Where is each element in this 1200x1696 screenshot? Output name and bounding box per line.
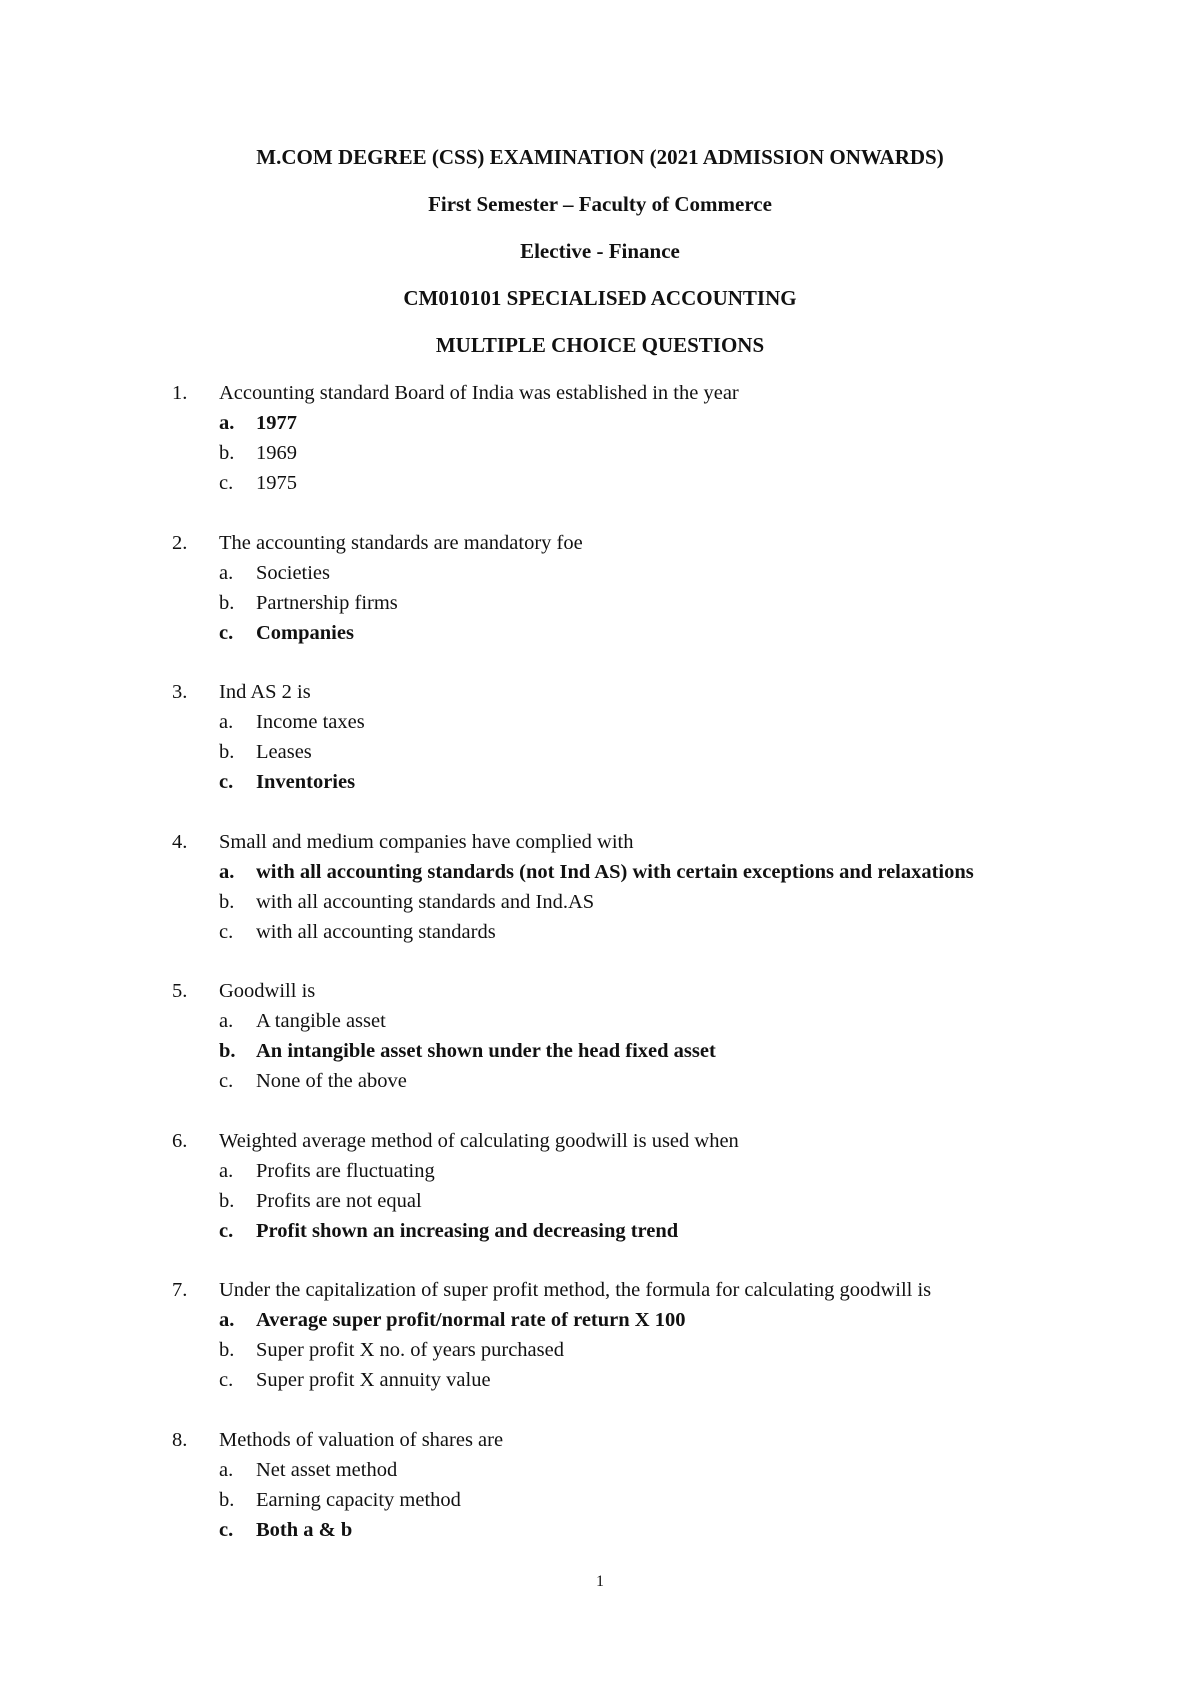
question-number: 6. <box>172 1129 188 1152</box>
answer-option <box>172 1156 1172 1186</box>
question-number: 7. <box>172 1279 188 1301</box>
question-text: Weighted average method of calculating goodwill is used when <box>219 1129 739 1152</box>
question-stem <box>172 1275 1172 1305</box>
question-text: Small and medium companies have complied with <box>219 830 634 853</box>
option-text: Profit shown an increasing and decreasing trend <box>256 1219 679 1242</box>
option-letter: a. <box>219 561 234 584</box>
option-letter: b. <box>219 890 235 913</box>
option-text: Partnership firms <box>256 591 398 614</box>
question-stem <box>172 827 1172 857</box>
answer-option <box>172 887 1172 917</box>
option-text: Net asset method <box>256 1458 398 1481</box>
question-number: 3. <box>172 681 188 703</box>
option-text: Leases <box>256 741 312 763</box>
answer-option <box>172 737 1172 767</box>
option-text: Income taxes <box>256 711 365 733</box>
question-stem <box>172 1425 1172 1455</box>
question-text: The accounting standards are mandatory foe <box>219 531 583 554</box>
option-text: Super profit X annuity value <box>256 1369 491 1391</box>
answer-option <box>172 438 1172 468</box>
question-item <box>172 1425 1172 1545</box>
option-letter: a. <box>219 860 235 883</box>
question-number: 4. <box>172 830 188 853</box>
document-header <box>0 145 1200 380</box>
option-letter: c. <box>219 771 234 793</box>
section-title: MULTIPLE CHOICE QUESTIONS <box>435 333 765 357</box>
option-text: Earning capacity method <box>256 1488 461 1511</box>
option-letter: c. <box>219 621 234 644</box>
option-letter: a. <box>219 711 234 733</box>
question-item <box>172 378 1172 498</box>
question-text: Goodwill is <box>219 980 316 1002</box>
answer-option <box>172 1006 1172 1036</box>
answer-option-correct <box>172 1036 1172 1066</box>
question-item <box>172 528 1172 648</box>
question-item <box>172 677 1172 797</box>
option-text: Profits are fluctuating <box>256 1159 435 1182</box>
question-stem <box>172 1126 1172 1156</box>
answer-option <box>172 1485 1172 1515</box>
answer-option <box>172 468 1172 498</box>
exam-title: M.COM DEGREE (CSS) EXAMINATION (2021 ADMISSION ONWARDS) <box>256 145 944 169</box>
answer-option-correct <box>172 767 1172 797</box>
option-letter: b. <box>219 591 235 614</box>
option-letter: c. <box>219 1070 234 1092</box>
option-letter: b. <box>219 442 235 464</box>
answer-option <box>172 1066 1172 1096</box>
option-text: Inventories <box>256 771 356 793</box>
option-letter: a. <box>219 1159 234 1182</box>
option-text: Profits are not equal <box>256 1189 422 1212</box>
page-number: 1 <box>596 1573 604 1590</box>
option-letter: b. <box>219 1189 235 1212</box>
option-text: Super profit X no. of years purchased <box>256 1339 564 1361</box>
option-text: 1969 <box>256 442 297 464</box>
semester-line: First Semester – Faculty of Commerce <box>428 192 772 216</box>
answer-option <box>172 558 1172 588</box>
question-text: Methods of valuation of shares are <box>219 1428 504 1451</box>
answer-option-correct <box>172 857 1172 887</box>
option-text: Average super profit/normal rate of return X 100 <box>256 1309 686 1331</box>
option-text: None of the above <box>256 1070 407 1092</box>
option-text: with all accounting standards (not Ind AS) with certain exceptions and relaxations <box>256 860 974 883</box>
question-number: 5. <box>172 980 188 1002</box>
option-text: A tangible asset <box>256 1010 386 1032</box>
option-letter: a. <box>219 412 235 434</box>
option-letter: b. <box>219 1040 236 1062</box>
option-letter: c. <box>219 1219 234 1242</box>
option-letter: c. <box>219 920 234 943</box>
question-list <box>172 378 1172 1574</box>
option-text: 1977 <box>256 412 297 434</box>
answer-option <box>172 707 1172 737</box>
answer-option-correct <box>172 1515 1172 1545</box>
question-number: 1. <box>172 382 188 404</box>
question-item <box>172 976 1172 1096</box>
question-stem <box>172 528 1172 558</box>
question-text: Accounting standard Board of India was established in the year <box>219 382 739 404</box>
question-item <box>172 1275 1172 1395</box>
option-text: with all accounting standards and Ind.AS <box>256 890 595 913</box>
option-letter: a. <box>219 1458 234 1481</box>
option-text: Both a & b <box>256 1518 353 1541</box>
question-number: 2. <box>172 531 188 554</box>
question-stem <box>172 976 1172 1006</box>
option-text: with all accounting standards <box>256 920 496 943</box>
answer-option <box>172 917 1172 947</box>
option-letter: b. <box>219 1488 235 1511</box>
option-text: Societies <box>256 561 331 584</box>
question-stem <box>172 378 1172 408</box>
answer-option-correct <box>172 1305 1172 1335</box>
course-title: CM010101 SPECIALISED ACCOUNTING <box>403 286 797 310</box>
answer-option <box>172 1186 1172 1216</box>
option-letter: c. <box>219 1518 234 1541</box>
answer-option-correct <box>172 618 1172 648</box>
question-text: Under the capitalization of super profit method, the formula for calculating goodwill is <box>219 1279 932 1301</box>
elective-line: Elective - Finance <box>520 239 680 263</box>
option-letter: a. <box>219 1010 234 1032</box>
question-item <box>172 827 1172 947</box>
option-letter: b. <box>219 741 235 763</box>
question-stem <box>172 677 1172 707</box>
option-text: 1975 <box>256 472 297 494</box>
option-letter: c. <box>219 472 234 494</box>
question-text: Ind AS 2 is <box>219 681 311 703</box>
question-number: 8. <box>172 1428 188 1451</box>
answer-option-correct <box>172 408 1172 438</box>
answer-option <box>172 1455 1172 1485</box>
answer-option-correct <box>172 1216 1172 1246</box>
answer-option <box>172 1335 1172 1365</box>
answer-option <box>172 1365 1172 1395</box>
option-letter: b. <box>219 1339 235 1361</box>
option-letter: a. <box>219 1309 235 1331</box>
answer-option <box>172 588 1172 618</box>
question-item <box>172 1126 1172 1246</box>
option-letter: c. <box>219 1369 234 1391</box>
option-text: An intangible asset shown under the head fixed asset <box>256 1040 716 1062</box>
option-text: Companies <box>256 621 354 644</box>
